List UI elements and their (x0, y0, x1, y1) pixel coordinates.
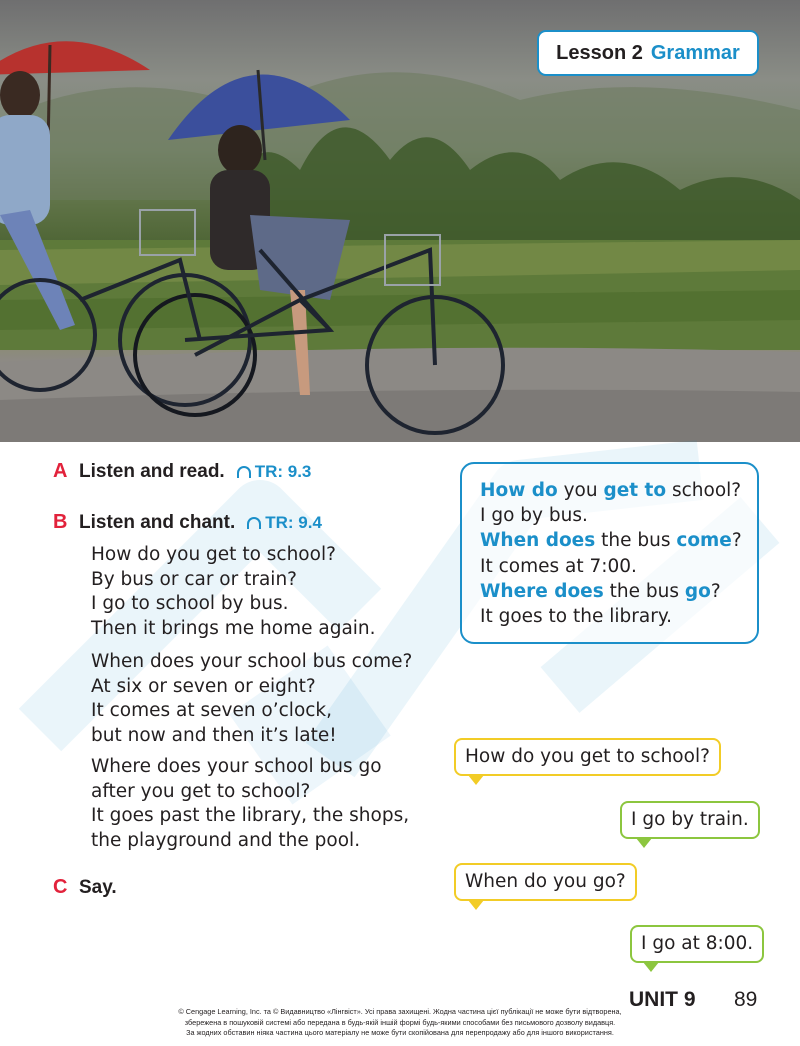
copyright-line: © Cengage Learning, Inc. та © Видавництво «Лінгвіст». Усі права захищені. Жодна частина цієї публікації не може бути відтворена, (178, 1007, 622, 1016)
grammar-highlight: come (676, 530, 732, 552)
grammar-line (480, 478, 757, 503)
exercise-title: Say. (79, 877, 117, 898)
track-number: TR: 9.4 (265, 513, 322, 532)
grammar-highlight: Where does (480, 580, 604, 602)
speech-bubble-1: How do you get to school? (454, 738, 721, 776)
chant-line: By bus or car or train? (91, 568, 297, 590)
grammar-line: It comes at 7:00. (480, 555, 637, 577)
bubble-tail (636, 838, 652, 848)
audio-track-link[interactable] (247, 513, 322, 532)
grammar-highlight: How do (480, 480, 558, 501)
chant-line: It goes past the library, the shops, (91, 805, 410, 826)
unit-label: UNIT 9 (629, 988, 696, 1011)
copyright-line: За жодних обставин ніяка частина цього матеріалу не може бути скопійована для перепродажу або для іншого використання. (186, 1028, 614, 1037)
chant-line: It comes at seven o’clock, (91, 700, 333, 721)
lesson-label: Lesson 2 (556, 41, 643, 64)
exercise-a (53, 460, 311, 483)
grammar-highlight: get to (603, 480, 667, 501)
chant-line: Where does your school bus go (91, 756, 382, 777)
bubble-tail (468, 900, 484, 910)
headphones-icon (247, 517, 261, 529)
exercise-c (53, 876, 117, 899)
exercise-letter: A (53, 460, 68, 482)
speech-bubble-2: I go by train. (620, 801, 760, 839)
grammar-highlight: When does (480, 530, 596, 552)
grammar-line: I go by bus. (480, 505, 588, 527)
chant-stanza-1 (91, 543, 376, 641)
lesson-tag (537, 30, 759, 76)
grammar-text: school? (666, 480, 742, 501)
chant-stanza-2 (91, 650, 412, 748)
chant-line: How do you get to school? (91, 544, 336, 565)
grammar-line (480, 528, 757, 553)
grammar-text: ? (710, 580, 721, 602)
headphones-icon (237, 466, 251, 478)
chant-line: When does your school bus come? (91, 651, 413, 672)
bubble-tail (643, 962, 659, 972)
chant-line: after you get to school? (91, 780, 311, 802)
exercise-letter: C (53, 876, 68, 898)
grammar-line (480, 579, 757, 604)
copyright-notice (0, 1007, 800, 1039)
speech-bubble-4: I go at 8:00. (630, 925, 764, 963)
chant-stanza-3 (91, 755, 409, 853)
exercise-letter: B (53, 511, 68, 533)
chant-line: but now and then it’s late! (91, 724, 337, 746)
bubble-tail (468, 775, 484, 785)
lesson-photo (0, 0, 800, 442)
track-number: TR: 9.3 (254, 462, 312, 481)
exercise-title: Listen and read. (79, 461, 225, 482)
speech-bubble-3: When do you go? (454, 863, 637, 901)
grammar-text: the bus (603, 580, 685, 602)
exercise-b (53, 511, 322, 534)
chant-line: Then it brings me home again. (91, 617, 376, 639)
grammar-text: the bus (595, 530, 677, 552)
grammar-text: you (557, 480, 604, 501)
chant-line: I go to school by bus. (91, 593, 289, 614)
audio-track-link[interactable] (237, 462, 312, 481)
chant-line: At six or seven or eight? (91, 675, 316, 697)
page-number: 89 (734, 988, 758, 1011)
grammar-box (460, 462, 759, 644)
grammar-label: Grammar (650, 41, 740, 64)
grammar-highlight: go (684, 580, 711, 602)
chant-line: the playground and the pool. (91, 829, 361, 851)
grammar-line: It goes to the library. (480, 606, 673, 628)
exercise-title: Listen and chant. (79, 512, 236, 533)
grammar-text: ? (731, 530, 742, 552)
copyright-line: збережена в пошуковій системі або передана в будь-якій іншій формі будь-якими способами без письмового дозволу видавця. (184, 1017, 616, 1027)
